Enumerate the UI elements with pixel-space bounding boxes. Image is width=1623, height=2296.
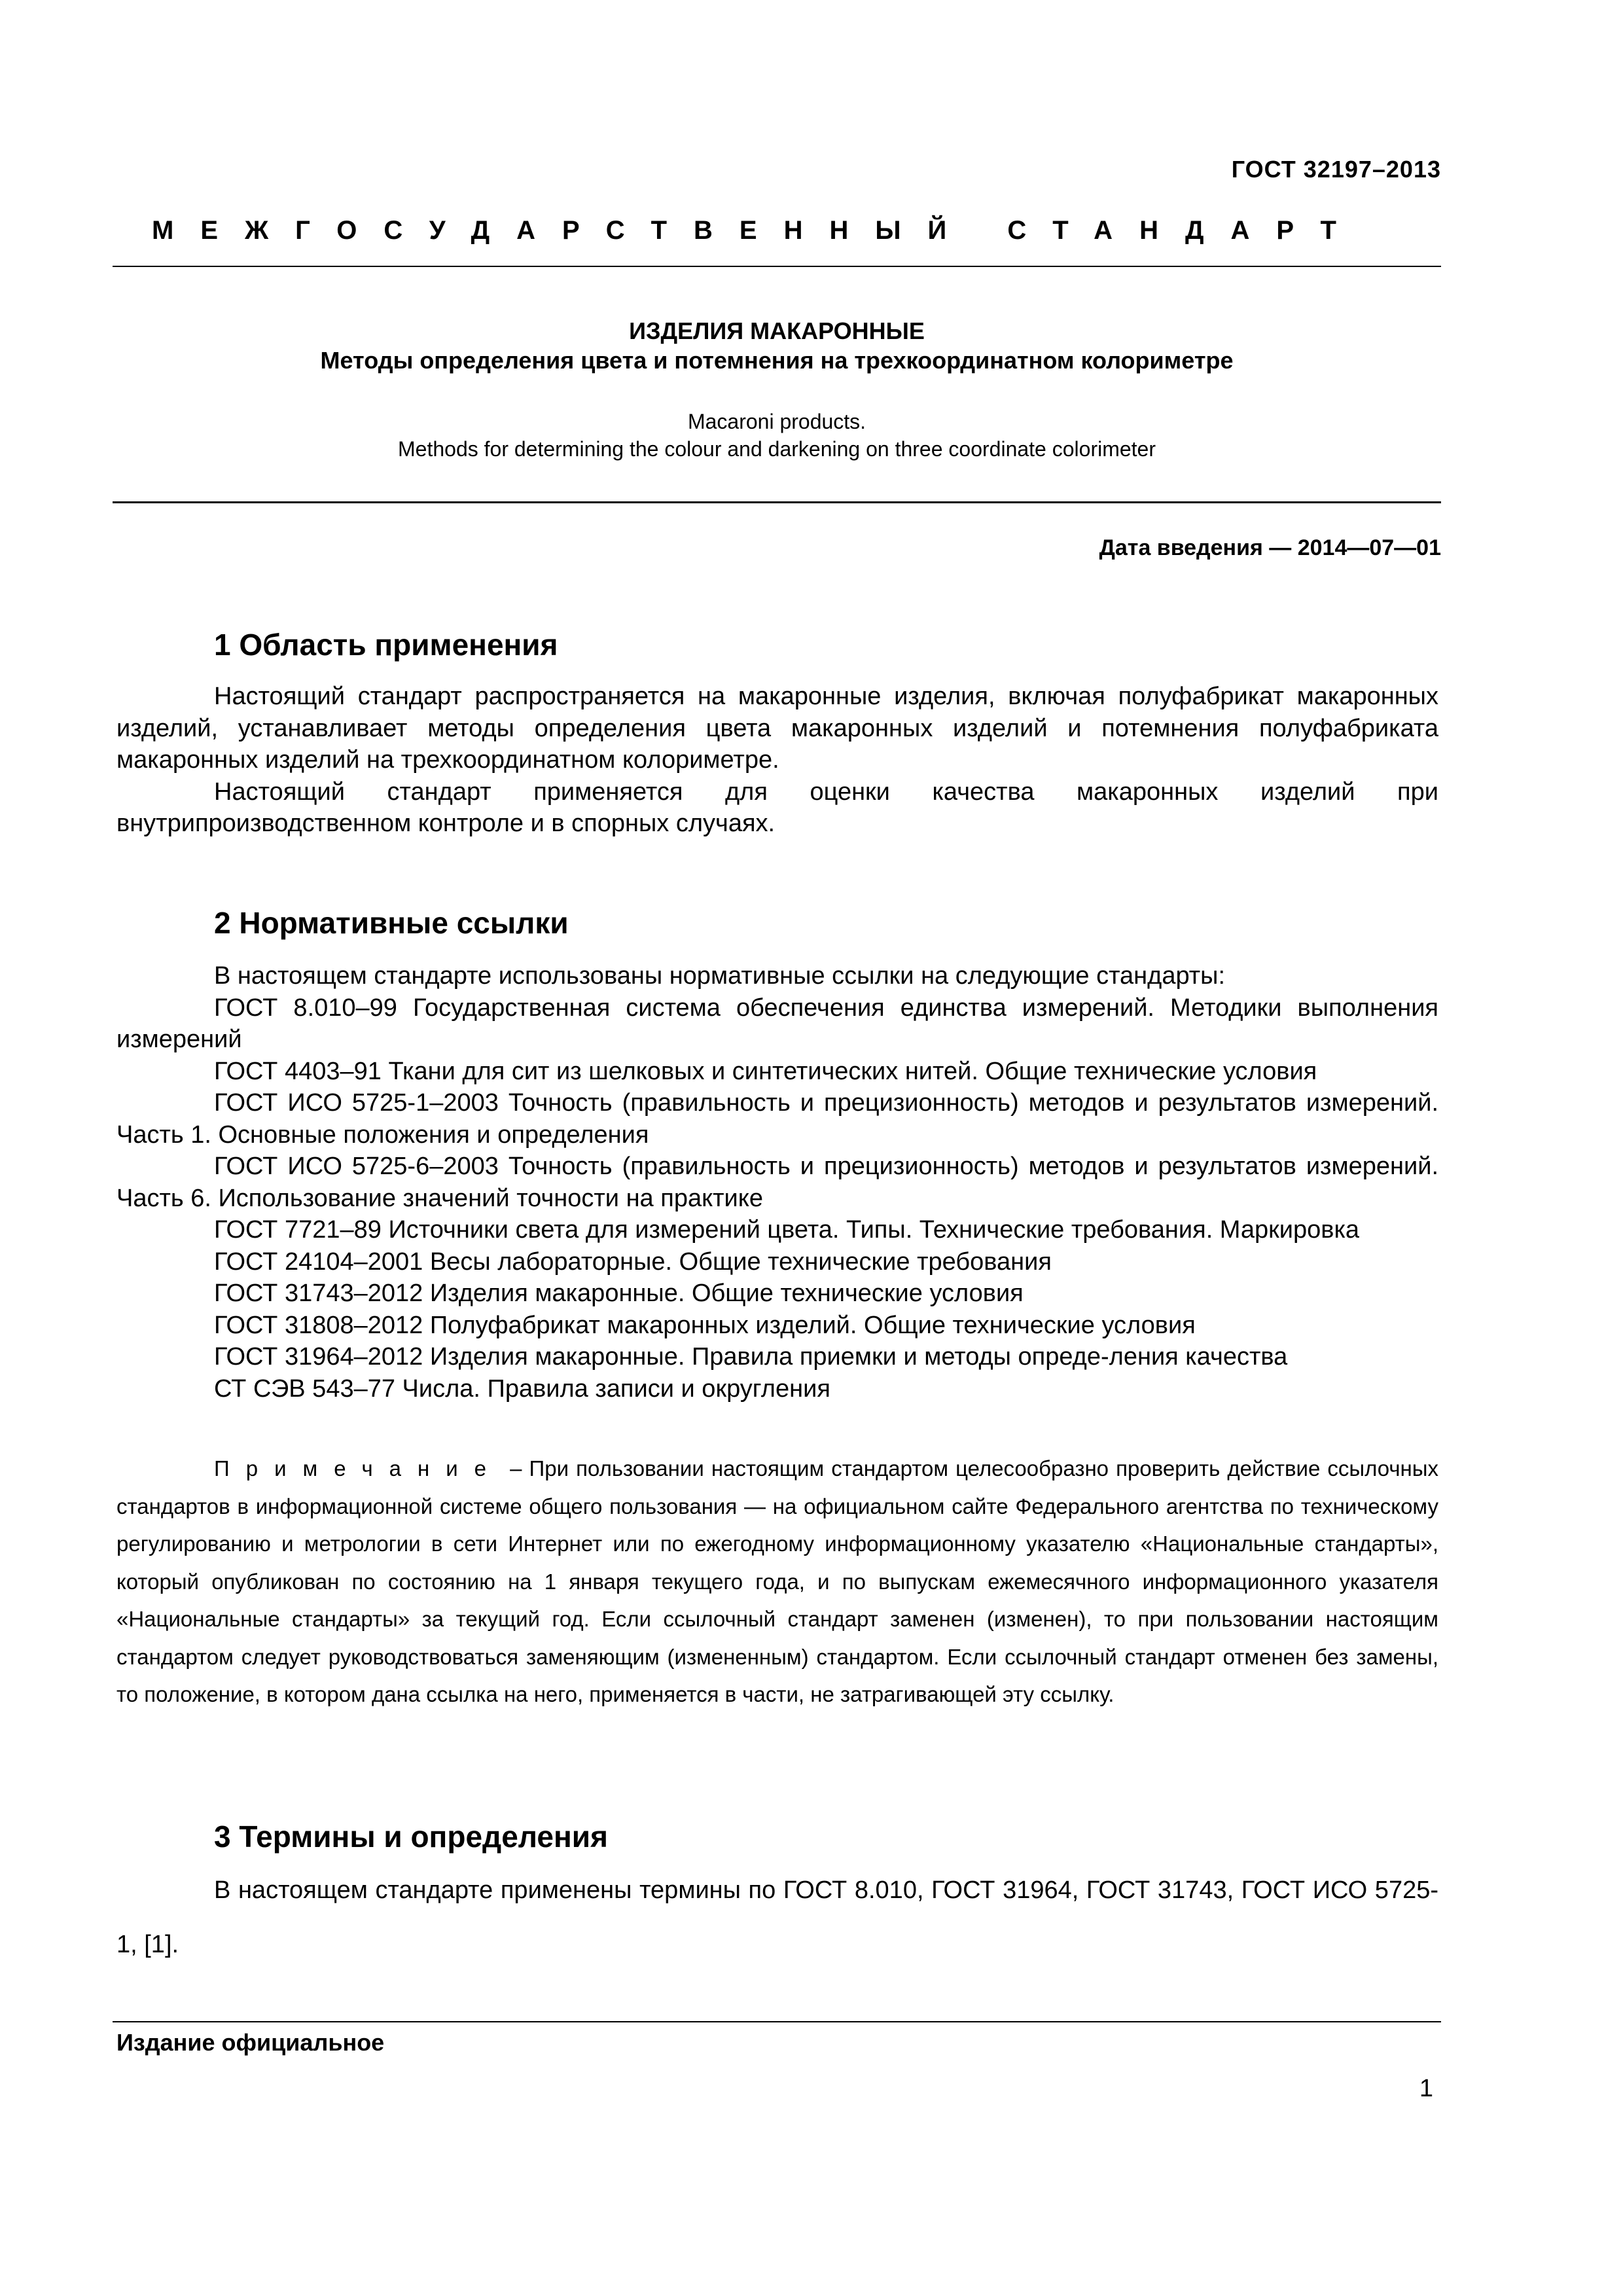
reference-item: ГОСТ ИСО 5725-1–2003 Точность (правильность и прецизионность) методов и результатов измерений. Часть 1. Основные положения и определения	[116, 1089, 1438, 1149]
reference-item: СТ СЭВ 543–77 Числа. Правила записи и округления	[214, 1374, 830, 1403]
note-text: – При пользовании настоящим стандартом целесообразно проверить действие ссылочных стандартов в информационной системе общего пользования — на официальном сайте Федерального агентства по техническому регулированию и метрологии в сети Интернет или по ежегодному информационному указателю «Национальные стандарты», который опубликован по состоянию на 1 января текущего года, и по выпускам ежемесячного информационного указателя «Национальные стандарты» за текущий год. Если ссылочный стандарт заменен (изменен), то при пользовании настоящим стандартом следует руководствоваться заменяющим (измененным) стандартом. Если ссылочный стандарт отменен без замены, то положение, в котором дана ссылка на него, применяется в части, не затрагивающей эту ссылку.	[116, 1456, 1438, 1706]
subtitle-ru: Методы определения цвета и потемнения на трехкоординатном колориметре	[320, 347, 1234, 374]
reference-item: ГОСТ 4403–91 Ткани для сит из шелковых и синтетических нитей. Общие технические условия	[214, 1057, 1317, 1085]
interstate-standard-label: МЕЖГОСУДАРСТВЕННЫЙ СТАНДАРТ	[152, 216, 1363, 245]
normative-references-list	[116, 960, 1438, 1405]
title-ru: ИЗДЕЛИЯ МАКАРОННЫЕ	[629, 317, 925, 344]
reference-item: ГОСТ 31808–2012 Полуфабрикат макаронных изделий. Общие технические условия	[214, 1311, 1196, 1339]
section-2-heading: 2 Нормативные ссылки	[214, 906, 569, 940]
references-intro: В настоящем стандарте использованы нормативные ссылки на следующие стандарты:	[214, 962, 1226, 990]
section-3-paragraph: В настоящем стандарте применены термины по ГОСТ 8.010, ГОСТ 31964, ГОСТ 31743, ГОСТ ИСО 5725-1, [1].	[116, 1876, 1438, 1958]
title-divider	[113, 501, 1441, 503]
official-edition-label: Издание официальное	[116, 2029, 385, 2056]
footer-divider	[113, 2021, 1441, 2022]
note-block	[116, 1450, 1438, 1713]
reference-item: ГОСТ 8.010–99 Государственная система обеспечения единства измерений. Методики выполнения измерений	[116, 994, 1438, 1053]
section-1-heading: 1 Область применения	[214, 628, 558, 662]
subtitle-en: Methods for determining the colour and darkening on three coordinate colorimeter	[398, 437, 1156, 461]
section-3-heading: 3 Термины и определения	[214, 1820, 608, 1854]
section-1-paragraph: Настоящий стандарт распространяется на макаронные изделия, включая полуфабрикат макаронных изделий, устанавливает методы определения цвета макаронных изделий и потемнения полуфабриката макаронных изделий на трехкоординатном колориметре.	[116, 683, 1438, 774]
reference-item: ГОСТ 7721–89 Источники света для измерений цвета. Типы. Технические требования. Маркировка	[214, 1216, 1360, 1244]
introduction-date: Дата введения — 2014—07—01	[1099, 535, 1441, 560]
reference-item: ГОСТ 24104–2001 Весы лабораторные. Общие технические требования	[214, 1247, 1052, 1276]
section-3-body	[116, 1863, 1438, 1972]
note-label: Примечание	[214, 1456, 503, 1480]
page-number: 1	[1419, 2075, 1433, 2102]
section-1-paragraph: Настоящий стандарт применяется для оценки качества макаронных изделий при внутрипроизводственном контроле и в спорных случаях.	[116, 778, 1438, 837]
reference-item: ГОСТ 31743–2012 Изделия макаронные. Общие технические условия	[214, 1280, 1024, 1307]
document-number: ГОСТ 32197–2013	[1231, 156, 1441, 183]
reference-item: ГОСТ ИСО 5725-6–2003 Точность (правильность и прецизионность) методов и результатов измерений. Часть 6. Использование значений точности на практике	[116, 1153, 1438, 1212]
header-divider	[113, 266, 1441, 267]
section-1-body	[116, 681, 1438, 840]
title-en: Macaroni products.	[687, 410, 866, 433]
reference-item: ГОСТ 31964–2012 Изделия макаронные. Правила приемки и методы опреде-ления качества	[214, 1343, 1288, 1371]
